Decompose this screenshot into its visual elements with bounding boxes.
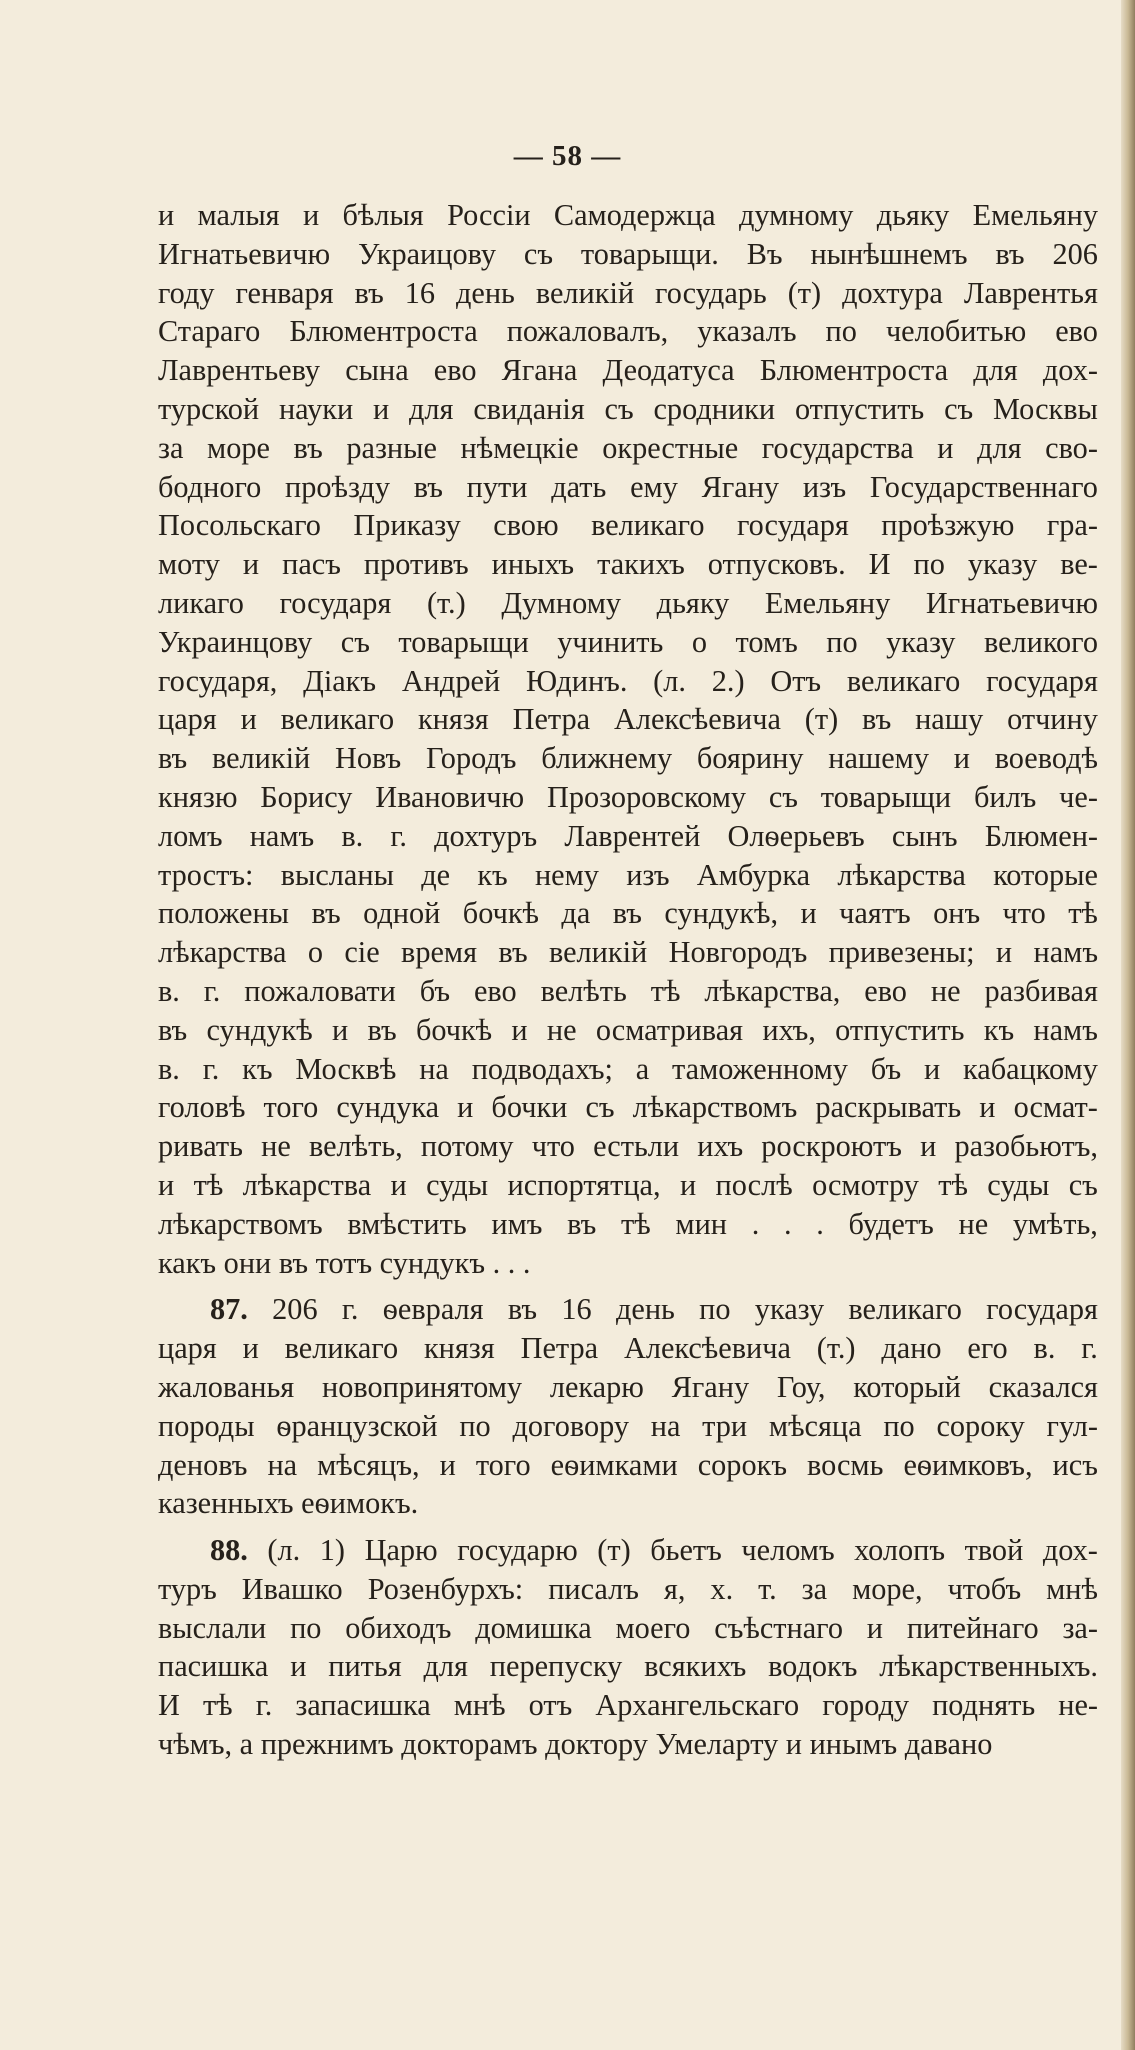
text-line: ликаго государя (т.) Думному дьяку Емельяну Игнатьевичю [158,585,1098,620]
page-number: — 58 — [513,140,622,172]
text-line: ломъ намъ в. г. дохтуръ Лаврентей Олѳерьевъ сынъ Блюмен- [158,818,1098,853]
text-line: турской науки и для свиданія съ сродники отпустить съ Москвы [158,391,1098,426]
text-line: туръ Ивашко Розенбурхъ: писалъ я, х. т. за море, чтобъ мнѣ [158,1571,1098,1606]
entry-number: 88. [210,1533,248,1568]
text-line: году генваря въ 16 день великій государь (т) дохтура Лаврентья [158,275,1098,310]
text-line: деновъ на мѣсяцъ, и того еѳимками сорокъ восмь еѳимковъ, исъ [158,1447,1098,1482]
text-line: государя, Діакъ Андрей Юдинъ. (л. 2.) Отъ великаго государя [158,663,1098,698]
text-line: Украинцову съ товарыщи учинить о томъ по указу великого [158,624,1098,659]
text-line: ривать не велѣть, потому что естьли ихъ роскроютъ и разобьютъ, [158,1129,1098,1164]
text-line: 87. 206 г. ѳевраля въ 16 день по указу великаго государя [158,1290,1098,1329]
text-line: и тѣ лѣкарства и суды испортятца, и послѣ осмотру тѣ суды съ [158,1167,1098,1202]
entry-number: 87. [210,1292,248,1327]
text-line: царя и великаго князя Петра Алексѣевича (т.) дано его в. г. [158,1331,1098,1366]
text-line: жалованья новопринятому лекарю Ягану Гоу, который сказался [158,1369,1098,1404]
text-line: И тѣ г. запасишка мнѣ отъ Архангельскаго городу поднять не- [158,1688,1098,1723]
text-line: казенныхъ еѳимокъ. [158,1486,419,1521]
text-line: тростъ: высланы де къ нему изъ Амбурка лѣкарства которые [158,857,1098,892]
text-line: Лаврентьеву сына ево Ягана Деодатуса Блюментроста для дох- [158,353,1098,388]
text-line: положены въ одной бочкѣ да въ сундукѣ, и чаятъ онъ что тѣ [158,896,1098,931]
paragraph [158,1531,1098,1764]
text-line: породы ѳранцузской по договору на три мѣсяца по сороку гул- [158,1408,1098,1443]
text-line: и малыя и бѣлыя Россіи Самодержца думному дьяку Емельяну [158,198,1098,232]
text-line: въ сундукѣ и въ бочкѣ и не осматривая ихъ, отпустить къ намъ [158,1012,1098,1047]
paragraph-gap [158,1523,1098,1531]
text-line: Посольскаго Приказу свою великаго государя проѣзжую гра- [158,508,1098,543]
text-line: в. г. къ Москвѣ на подводахъ; а таможенному бъ и кабацкому [158,1051,1098,1086]
text-line: головѣ того сундука и бочки съ лѣкарствомъ раскрывать и осмат- [158,1090,1098,1125]
text-line: князю Борису Ивановичю Прозоровскому съ товарыщи билъ че- [158,779,1098,814]
text-line: какъ они въ тотъ сундукъ . . . [158,1245,531,1280]
text-line: моту и пасъ противъ иныхъ такихъ отпусковъ. И по указу ве- [158,547,1098,582]
text-line: царя и великаго князя Петра Алексѣевича (т) въ нашу отчину [158,702,1098,737]
paragraph [158,196,1098,1282]
document-body [158,196,1098,1764]
paragraph-gap [158,1282,1098,1290]
text-line: бодного проѣзду въ пути дать ему Ягану изъ Государственнаго [158,469,1098,504]
text-line: Стараго Блюментроста пожаловалъ, указалъ по челобитью ево [158,314,1098,349]
paragraph [158,1290,1098,1523]
text-line: в. г. пожаловати бъ ево велѣть тѣ лѣкарства, ево не разбивая [158,973,1098,1008]
text-line: чѣмъ, а прежнимъ докторамъ доктору Умеларту и инымъ давано [158,1727,993,1762]
text-line: за море въ разные нѣмецкіе окрестные государства и для сво- [158,430,1098,465]
text-line: выслали по обиходъ домишка моего съѣстнаго и питейнаго за- [158,1610,1098,1645]
page-edge [1121,0,1135,2050]
text-line: лѣкарства о сіе время въ великій Новгородъ привезены; и намъ [158,935,1098,970]
text-line: Игнатьевичю Украицову съ товарыщи. Въ нынѣшнемъ въ 206 [158,236,1098,271]
text-line: 88. (л. 1) Царю государю (т) бьетъ челомъ холопъ твой дох- [158,1531,1098,1570]
text-line: въ великій Новъ Городъ ближнему боярину нашему и воеводѣ [158,741,1098,776]
text-line: пасишка и питья для перепуску всякихъ водокъ лѣкарственныхъ. [158,1649,1098,1684]
text-line: лѣкарствомъ вмѣстить имъ въ тѣ мин . . . будетъ не умѣть, [158,1206,1098,1241]
